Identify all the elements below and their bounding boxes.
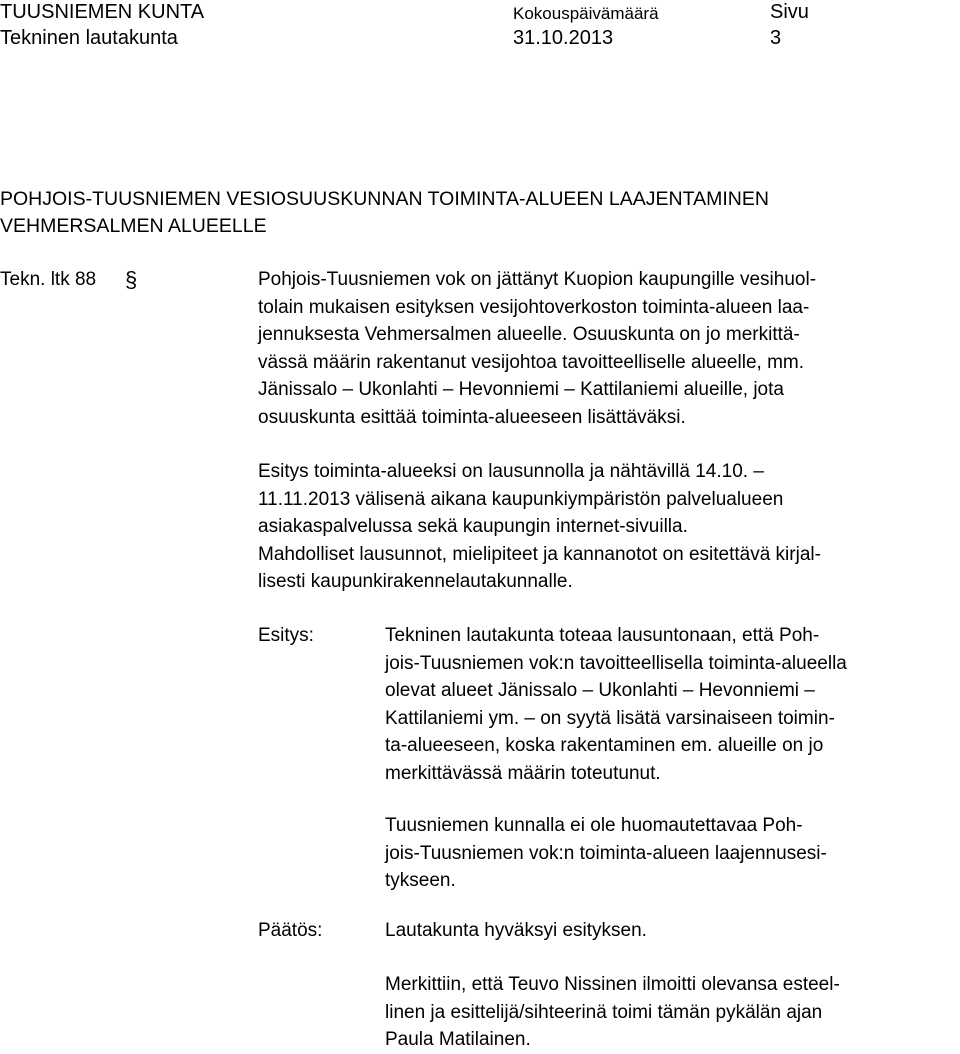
section-sign-icon <box>123 266 145 292</box>
text-line: Tuusniemen kunnalla ei ole huomautettavaa Poh- <box>385 815 803 836</box>
text-line: Merkittiin, että Teuvo Nissinen ilmoitti olevansa esteel- <box>385 974 840 995</box>
proposal-text-2 <box>385 812 960 895</box>
text-line: osuuskunta esittää toiminta-alueeseen lisättäväksi. <box>258 406 686 428</box>
text-line: tolain mukaisen esityksen vesijohtoverkoston toiminta-alueen laa- <box>258 296 810 318</box>
decision-text <box>385 917 960 945</box>
text-line: vässä määrin rakentanut vesijohtoa tavoitteelliselle alueelle, mm. <box>258 351 804 373</box>
text-line: olevat alueet Jänissalo – Ukonlahti – Hevonniemi – <box>385 680 815 701</box>
text-line: jois-Tuusniemen vok:n toiminta-alueen laajennusesi- <box>385 842 827 864</box>
item-title-line-2: VEHMERSALMEN ALUEELLE <box>0 215 267 237</box>
text-line: Mahdolliset lausunnot, mielipiteet ja kannanotot on esitettävä kirjal- <box>258 543 821 565</box>
text-line: Esitys toiminta-alueeksi on lausunnolla ja nähtävillä 14.10. – <box>258 461 764 482</box>
board-name: Tekninen lautakunta <box>0 27 178 49</box>
text-line: Paula Matilainen. <box>385 1029 531 1050</box>
page-label: Sivu <box>770 1 809 23</box>
intro-paragraph <box>258 266 958 431</box>
text-line: asiakaspalvelussa sekä kaupungin internet-sivuilla. <box>258 516 688 537</box>
item-title-line-1: POHJOIS-TUUSNIEMEN VESIOSUUSKUNNAN TOIMINTA-ALUEEN LAAJENTAMINEN <box>0 188 769 210</box>
organization-name: TUUSNIEMEN KUNTA <box>0 1 205 23</box>
svg-text:§: § <box>125 267 138 292</box>
text-line: linen ja esittelijä/sihteerinä toimi tämän pykälän ajan <box>385 1001 823 1023</box>
hearing-paragraph <box>258 458 958 596</box>
meeting-date-label: Kokouspäivämäärä <box>513 4 659 23</box>
decision-label: Päätös: <box>258 920 323 941</box>
text-line: jennuksesta Vehmersalmen alueelle. Osuuskunta on jo merkittä- <box>258 324 800 345</box>
text-line: Pohjois-Tuusniemen vok on jättänyt Kuopion kaupungille vesihuol- <box>258 269 817 290</box>
meeting-date: 31.10.2013 <box>513 27 614 49</box>
text-line: tykseen. <box>385 870 456 891</box>
section-reference: Tekn. ltk 88 <box>0 269 97 290</box>
text-line: ta-alueeseen, koska rakentaminen em. alueille on jo <box>385 735 824 756</box>
text-line: lisesti kaupunkirakennelautakunnalle. <box>258 571 573 592</box>
page-number: 3 <box>770 27 782 49</box>
decision-text-2 <box>385 971 960 1054</box>
proposal-text <box>385 622 960 787</box>
text-line: merkittävässä määrin toteutunut. <box>385 762 661 784</box>
proposal-label: Esitys: <box>258 625 314 646</box>
text-line: Tekninen lautakunta toteaa lausuntonaan, että Poh- <box>385 625 820 646</box>
text-line: Lautakunta hyväksyi esityksen. <box>385 920 647 941</box>
text-line: Jänissalo – Ukonlahti – Hevonniemi – Kattilaniemi alueille, jota <box>258 379 784 400</box>
text-line: 11.11.2013 välisenä aikana kaupunkiympäristön palvelualueen <box>258 488 784 510</box>
text-line: Kattilaniemi ym. – on syytä lisätä varsinaiseen toimin- <box>385 707 835 729</box>
text-line: jois-Tuusniemen vok:n tavoitteellisella toiminta-alueella <box>385 652 847 674</box>
